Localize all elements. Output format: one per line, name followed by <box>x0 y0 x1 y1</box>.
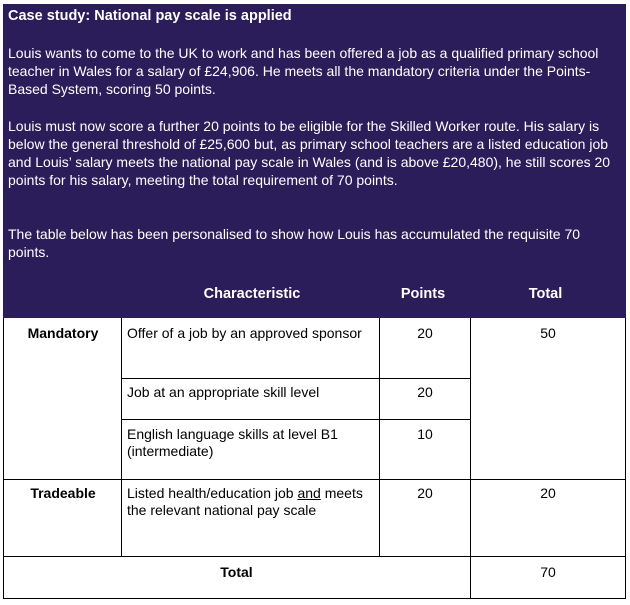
divider-mandatory-label <box>121 318 122 479</box>
case-study-paragraph-3: The table below has been personalised to show how Louis has accumulated the requisite 70 points. <box>8 226 581 260</box>
row-divider-1 <box>121 378 471 379</box>
points-table <box>3 318 626 599</box>
points-english: 10 <box>417 426 433 442</box>
tradeable-label: Tradeable <box>30 485 96 501</box>
divider-tradeable-label <box>121 479 122 556</box>
characteristic-skill-level: Job at an appropriate skill level <box>127 384 320 400</box>
row-divider-tradeable <box>3 479 626 480</box>
table-border-bottom <box>3 598 626 599</box>
characteristic-english: English language skills at level B1 (intermediate) <box>127 426 338 459</box>
header-characteristic: Characteristic <box>203 286 301 302</box>
national-pay-scale-text: meets the relevant national pay scale <box>127 485 363 518</box>
points-job-offer: 20 <box>417 325 433 341</box>
case-study-paragraph-1: Louis wants to come to the UK to work and has been offered a job as a qualified primary school teacher in Wales for a salary of £24,906. He meets all the mandatory criteria under the Points-Based System, scoring 50 points. <box>8 45 599 97</box>
listed-job-text: Listed health/education job <box>127 485 294 501</box>
total-tradeable: 20 <box>540 485 556 501</box>
total-mandatory: 50 <box>540 325 556 341</box>
case-study-paragraph-2: Louis must now score a further 20 points to be eligible for the Skilled Worker route. His salary is below the general threshold of £25,600 but, as primary school teachers are a listed education job and Louis’ salary meets the national pay scale in Wales (and is above £20,480), he still scores 20 points for his salary, meeting the total requirement of 70 points. <box>8 118 611 188</box>
and-underlined: and <box>297 485 321 501</box>
characteristic-job-offer: Offer of a job by an approved sponsor <box>127 325 362 341</box>
total-label: Total <box>220 564 253 580</box>
case-study-title: Case study: National pay scale is applied <box>8 8 292 24</box>
mandatory-label: Mandatory <box>27 325 99 341</box>
characteristic-listed-job <box>127 485 373 519</box>
points-skill-level: 20 <box>417 384 433 400</box>
row-divider-2 <box>121 419 471 420</box>
points-listed-job: 20 <box>417 485 433 501</box>
header-points: Points <box>400 286 446 302</box>
case-study-box <box>3 4 626 318</box>
grand-total: 70 <box>540 564 556 580</box>
row-divider-total <box>3 556 626 557</box>
header-total: Total <box>528 286 563 302</box>
